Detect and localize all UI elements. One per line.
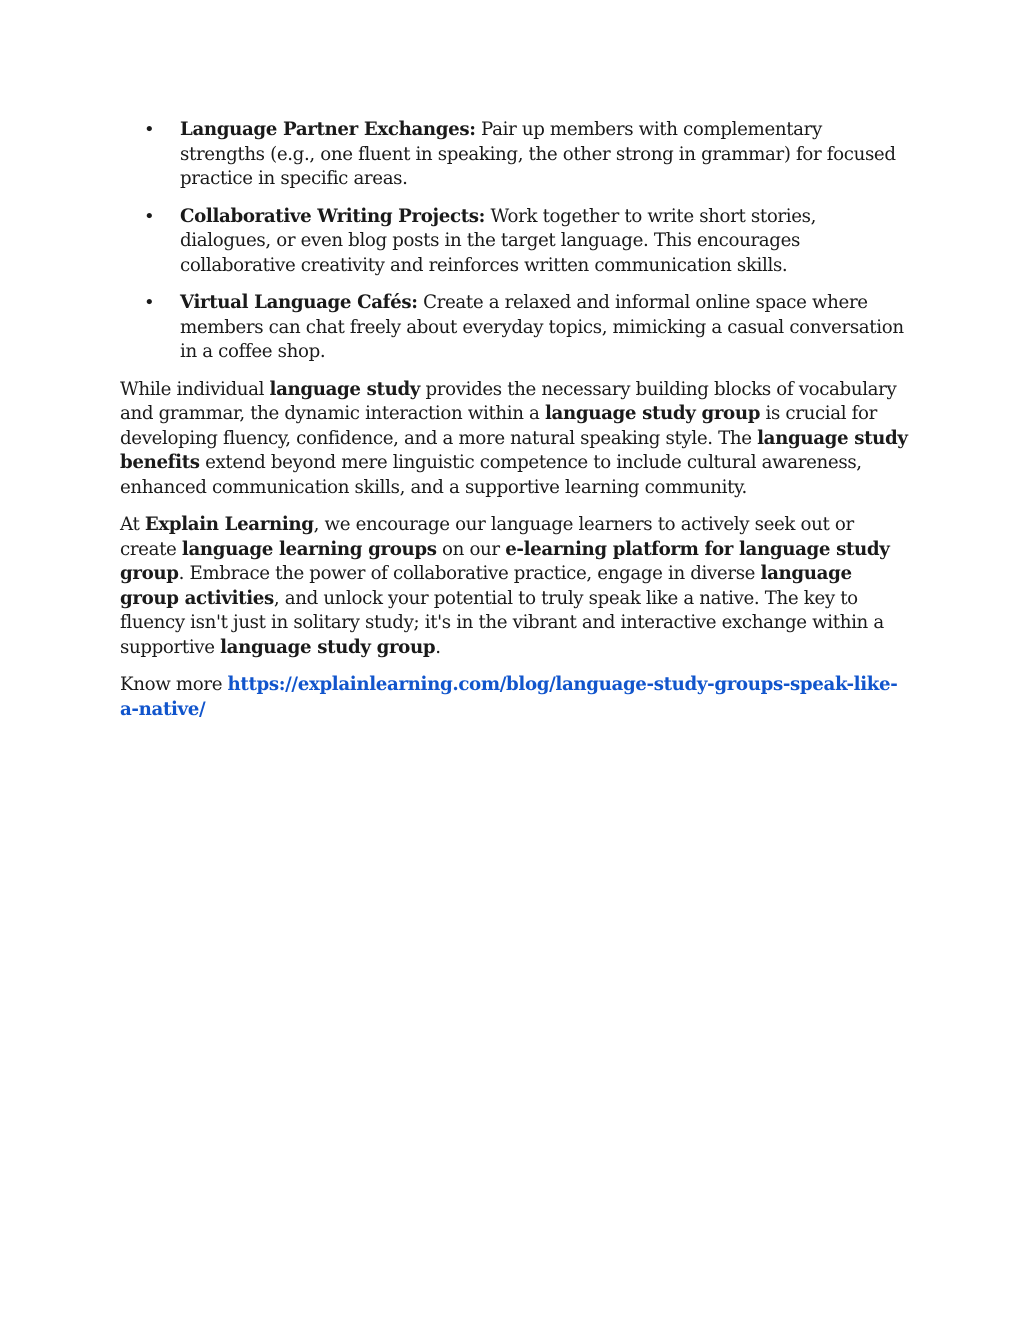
paragraph-study-benefits [120,378,910,501]
body-text: , and unlock your potential to truly speak like a native. The key to fluency isn't just in solitary study; it's in the vibrant and interactive exchange within a supportive [120,587,884,658]
bold-term: language study benefits [120,427,908,473]
list-item-title: Virtual Language Cafés: [180,292,418,313]
body-text: is crucial for developing fluency, confidence, and a more natural speaking style. The [120,403,877,449]
body-text: . [435,636,441,658]
list-item-text: Create a relaxed and informal online space where members can chat freely about everyday topics, mimicking a casual conversation in a coffee shop. [180,292,904,362]
bold-term: language study group [220,636,436,658]
bold-term: language study group [544,403,761,424]
bullet-dot-icon: • [144,205,155,227]
body-text: While individual [120,378,270,400]
body-text: , we encourage our language learners to actively seek out or create [120,514,854,560]
bullet-dot-icon: • [144,119,155,140]
bold-term: Explain Learning [144,514,314,535]
list-item [120,118,910,192]
paragraph-explain-learning [120,513,910,660]
bold-term: language group activities [120,563,852,609]
list-item [120,291,910,365]
list-item-title: Language Partner Exchanges: [180,119,476,140]
list-item-title: Collaborative Writing Projects: [180,205,486,227]
know-more-paragraph [120,673,910,722]
article-link[interactable]: https://explainlearning.com/blog/language-study-groups-speak-like-a-native/ [120,674,898,720]
body-text: provides the necessary building blocks of vocabulary and grammar, the dynamic interaction within a [120,378,897,424]
list-item-text: Work together to write short stories, dialogues, or even blog posts in the target language. This encourages collaborative creativity and reinforces written communication skills. [180,205,817,276]
bold-term: e-learning platform for language study group [120,538,890,584]
bullet-dot-icon: • [144,292,155,313]
body-text: At [120,514,145,535]
activity-list [120,118,910,365]
bold-term: language study [269,378,421,400]
body-text: on our [436,538,506,560]
list-item [120,205,910,279]
body-text: . Embrace the power of collaborative practice, engage in diverse [178,563,761,584]
list-item-text: Pair up members with complementary strengths (e.g., one fluent in speaking, the other strong in grammar) for focused practice in specific areas. [180,119,896,189]
know-more-label: Know more [120,674,228,695]
document-page [120,118,910,735]
bold-term: language learning groups [181,538,437,560]
body-text: extend beyond mere linguistic competence to include cultural awareness, enhanced communication skills, and a supportive learning community. [120,452,862,498]
